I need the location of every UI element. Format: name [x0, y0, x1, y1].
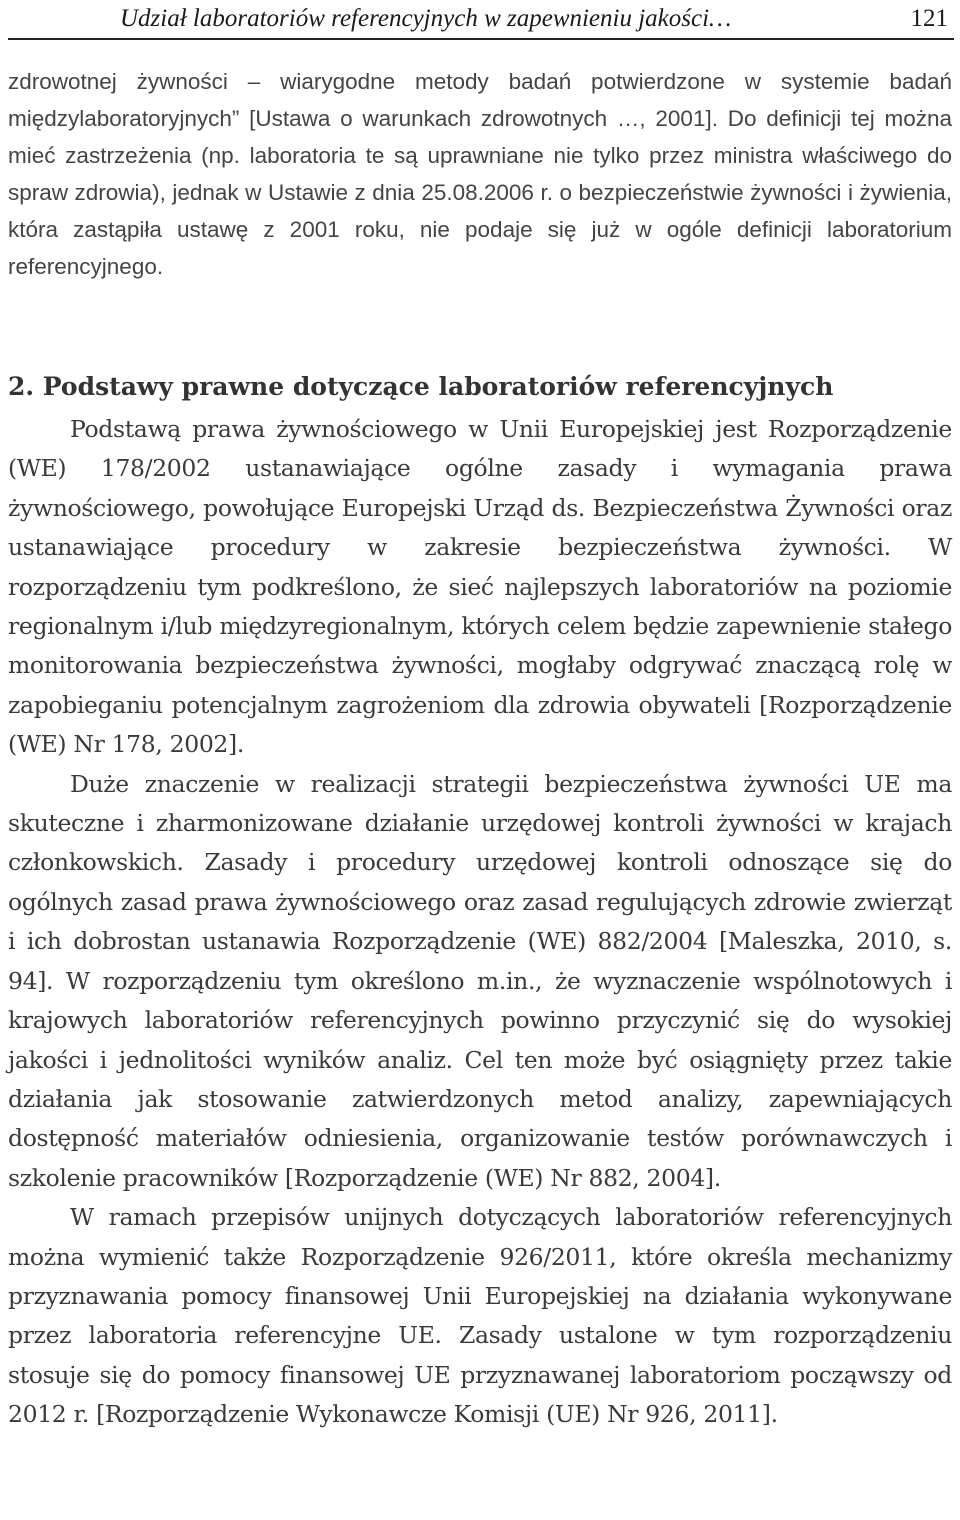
body-paragraph-1: Podstawą prawa żywnościowego w Unii Europejskiej jest Rozporządzenie (WE) 178/2002 ustanawiające ogólne zasady i wymagania prawa żywnościowego, powołujące Europejski Urząd ds. Bezpieczeństwa Żywności oraz ustanawiające procedury w zakresie bezpieczeństwa żywności. W rozporządzeniu tym podkreślono, że sieć najlepszych laboratoriów na poziomie regionalnym i/lub międzyregionalnym, których celem będzie zapewnienie stałego monitorowania bezpieczeństwa żywności, mogłaby odgrywać znaczącą rolę w zapobieganiu potencjalnym zagrożeniom dla zdrowia obywateli [Rozporządzenie (WE) Nr 178, 2002].: [8, 415, 952, 759]
section-body: [8, 410, 952, 1435]
running-header: [8, 0, 954, 40]
running-title: Udział laboratoriów referencyjnych w zapewnieniu jakości…: [120, 5, 732, 32]
intro-paragraph: zdrowotnej żywności – wiarygodne metody badań potwierdzone w systemie badań międzylaboratoryjnych” [Ustawa o warunkach zdrowotnych …, 2001]. Do definicji tej można mieć zastrzeżenia (np. laboratoria te są uprawniane nie tylko przez ministra właściwego do spraw zdrowia), jednak w Ustawie z dnia 25.08.2006 r. o bezpieczeństwie żywności i żywienia, która zastąpiła ustawę z 2001 roku, nie podaje się już w ogóle definicji laboratorium referencyjnego.: [8, 69, 952, 279]
page-number: 121: [910, 5, 948, 32]
body-paragraph-3: W ramach przepisów unijnych dotyczących laboratoriów referencyjnych można wymienić także Rozporządzenie 926/2011, które określa mechanizmy przyznawania pomocy finansowej Unii Europejskiej na działania wykonywane przez laboratoria referencyjne UE. Zasady ustalone w tym rozporządzeniu stosuje się do pomocy finansowej UE przyznawanej laboratoriom począwszy od 2012 r. [Rozporządzenie Wykonawcze Komisji (UE) Nr 926, 2011].: [8, 1203, 952, 1429]
intro-text-block: [8, 63, 952, 285]
section-heading: 2. Podstawy prawne dotyczące laboratoriów referencyjnych: [8, 372, 834, 401]
body-paragraph-2: Duże znaczenie w realizacji strategii bezpieczeństwa żywności UE ma skuteczne i zharmonizowane działanie urzędowej kontroli żywności w krajach członkowskich. Zasady i procedury urzędowej kontroli odnoszące się do ogólnych zasad prawa żywnościowego oraz zasad regulujących zdrowie zwierząt i ich dobrostan ustanawia Rozporządzenie (WE) 882/2004 [Maleszka, 2010, s. 94]. W rozporządzeniu tym określono m.in., że wyznaczenie wspólnotowych i krajowych laboratoriów referencyjnych powinno przyczynić się do wysokiej jakości i jednolitości wyników analiz. Cel ten może być osiągnięty przez takie działania jak stosowanie zatwierdzonych metod analizy, zapewniających dostępność materiałów odniesienia, organizowanie testów porównawczych i szkolenie pracowników [Rozporządzenie (WE) Nr 882, 2004].: [8, 769, 952, 1192]
